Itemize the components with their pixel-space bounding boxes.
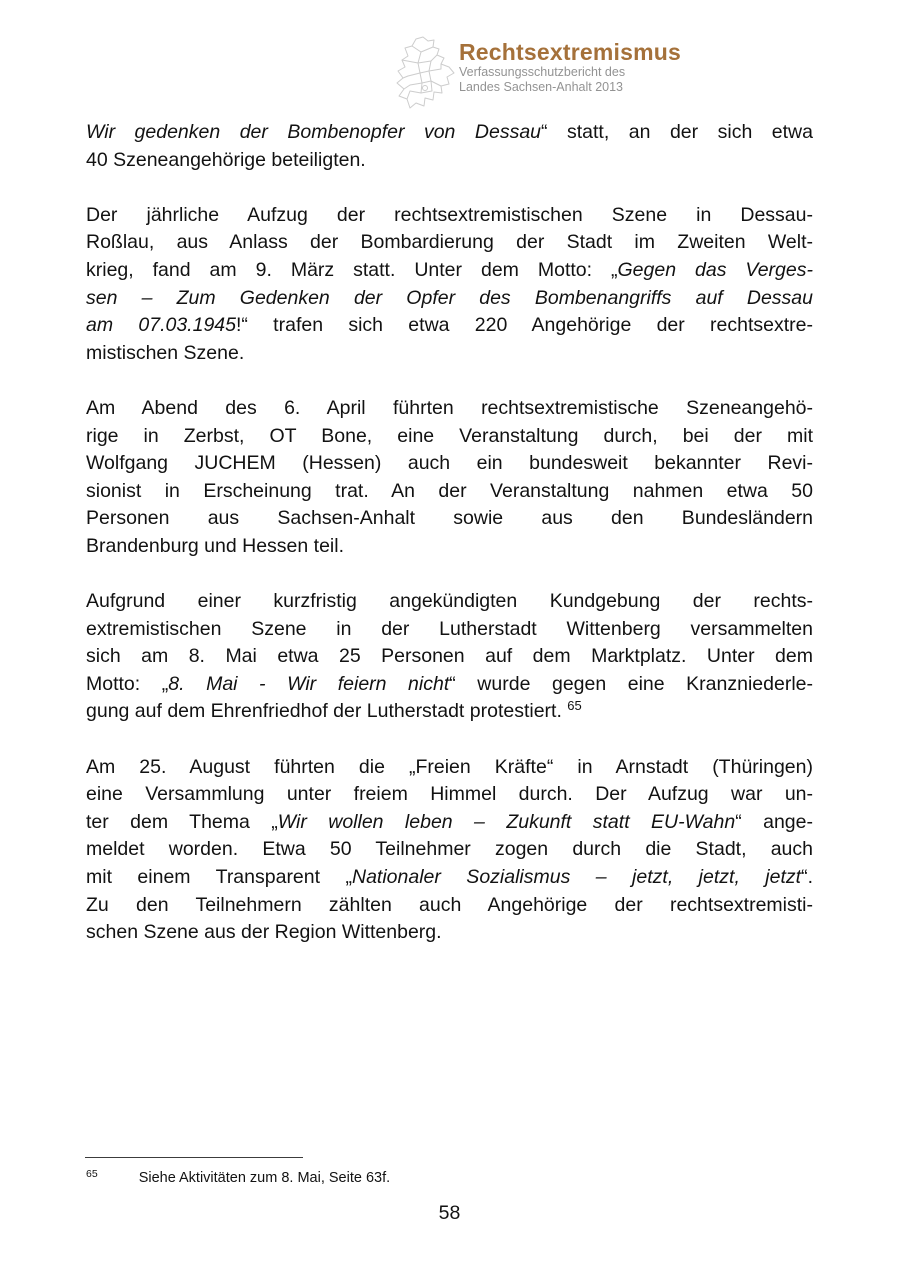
quoted-motto-text: Wir gedenken der Bombenopfer von Dessau	[86, 121, 542, 143]
text-line	[86, 229, 813, 257]
text-line	[86, 919, 813, 947]
paragraph	[86, 202, 813, 368]
footnote-marker: 65	[86, 1168, 98, 1180]
text-segment: Personen aus Sachsen-Anhalt sowie aus den Bundesländern	[86, 507, 813, 530]
text-line	[86, 616, 813, 644]
text-line	[86, 671, 813, 699]
text-segment: gung auf dem Ehrenfriedhof der Lutherstadt protestiert.	[86, 700, 568, 723]
text-line	[86, 505, 813, 533]
text-line	[86, 643, 813, 671]
quoted-motto-text: 8. Mai - Wir feiern nicht	[168, 672, 450, 695]
text-segment: Am 25. August führten die „Freien Kräfte“ in Arnstadt (Thüringen)	[86, 755, 813, 778]
text-segment: krieg, fand am 9. März statt. Unter dem Motto: „	[86, 258, 618, 281]
paragraph	[86, 588, 813, 726]
paragraph	[86, 395, 813, 561]
text-line	[86, 202, 813, 230]
text-line	[86, 395, 813, 423]
footnote-separator	[85, 1157, 303, 1158]
text-line	[86, 864, 813, 892]
text-segment: schen Szene aus der Region Wittenberg.	[86, 921, 442, 944]
text-segment: eine Versammlung unter freiem Himmel durch. Der Aufzug war un-	[86, 783, 813, 806]
header-text-block	[459, 40, 681, 94]
text-segment: “.	[801, 866, 813, 889]
text-segment: ter dem Thema „	[86, 810, 278, 833]
footnote	[86, 1164, 390, 1188]
text-segment: !“ trafen sich etwa 220 Angehörige der rechtsextre-	[235, 314, 813, 337]
text-segment: Motto: „	[86, 672, 169, 695]
text-segment: mit einem Transparent „	[86, 866, 352, 889]
text-line	[86, 533, 813, 561]
text-segment: 40 Szeneangehörige beteiligten.	[86, 148, 366, 171]
text-segment: “ ange-	[735, 810, 813, 833]
text-line	[86, 257, 813, 285]
quoted-motto-text: Nationaler Sozialismus – jetzt, jetzt, jetzt	[351, 866, 802, 889]
footnote-reference: 65	[567, 698, 582, 714]
text-segment: “ wurde gegen eine Kranzniederle-	[449, 672, 813, 695]
quoted-motto-text: Gegen das Verges-	[617, 258, 813, 281]
text-segment: Zu den Teilnehmern zählten auch Angehörige der rechtsextremisti-	[86, 893, 813, 916]
text-segment: meldet worden. Etwa 50 Teilnehmer zogen durch die Stadt, auch	[86, 838, 813, 861]
text-segment: Roßlau, aus Anlass der Bombardierung der Stadt im Zweiten Welt-	[86, 231, 813, 254]
paragraph	[86, 119, 813, 174]
body-text	[86, 119, 813, 947]
report-subtitle-line1: Verfassungsschutzbericht des	[459, 65, 626, 79]
text-segment: rige in Zerbst, OT Bone, eine Veranstaltung durch, bei der mit	[86, 424, 813, 447]
text-line	[86, 781, 813, 809]
text-segment: Der jährliche Aufzug der rechtsextremistischen Szene in Dessau-	[86, 203, 813, 226]
text-line	[86, 423, 813, 451]
text-line	[86, 285, 813, 313]
text-line	[86, 836, 813, 864]
text-line	[86, 312, 813, 340]
text-segment: mistischen Szene.	[86, 341, 245, 364]
text-line	[86, 450, 813, 478]
quoted-motto-text: Wir wollen leben – Zukunft statt EU-Wahn	[277, 810, 736, 833]
text-line	[86, 588, 813, 616]
text-line	[86, 147, 813, 175]
text-line	[86, 340, 813, 368]
page-number: 58	[438, 1202, 461, 1224]
text-segment: sionist in Erscheinung trat. An der Veranstaltung nahmen etwa 50	[86, 479, 813, 502]
text-line	[86, 698, 813, 726]
text-segment: Aufgrund einer kurzfristig angekündigten Kundgebung der rechts-	[86, 590, 813, 613]
text-line	[86, 809, 813, 837]
text-line	[86, 754, 813, 782]
text-segment: extremistischen Szene in der Lutherstadt Wittenberg versammelten	[86, 617, 813, 640]
quoted-motto-text: am 07.03.1945	[86, 314, 236, 337]
sachsen-anhalt-map-icon	[394, 36, 458, 114]
text-segment: Brandenburg und Hessen teil.	[86, 534, 345, 557]
text-line	[86, 119, 813, 147]
text-segment: Wolfgang JUCHEM (Hessen) auch ein bundesweit bekannter Revi-	[86, 452, 813, 475]
text-line	[86, 892, 813, 920]
quoted-motto-text: sen – Zum Gedenken der Opfer des Bombenangriffs auf Dessau	[86, 286, 813, 309]
text-line	[86, 478, 813, 506]
text-segment: “ statt, an der sich etwa	[541, 121, 813, 143]
report-section-title: Rechtsextremismus	[459, 39, 682, 65]
text-segment: Am Abend des 6. April führten rechtsextremistische Szeneangehö-	[86, 396, 813, 419]
footnote-text: Siehe Aktivitäten zum 8. Mai, Seite 63f.	[138, 1170, 391, 1186]
text-segment: sich am 8. Mai etwa 25 Personen auf dem Marktplatz. Unter dem	[86, 645, 813, 668]
report-subtitle-line2: Landes Sachsen-Anhalt 2013	[459, 79, 624, 94]
paragraph	[86, 754, 813, 947]
